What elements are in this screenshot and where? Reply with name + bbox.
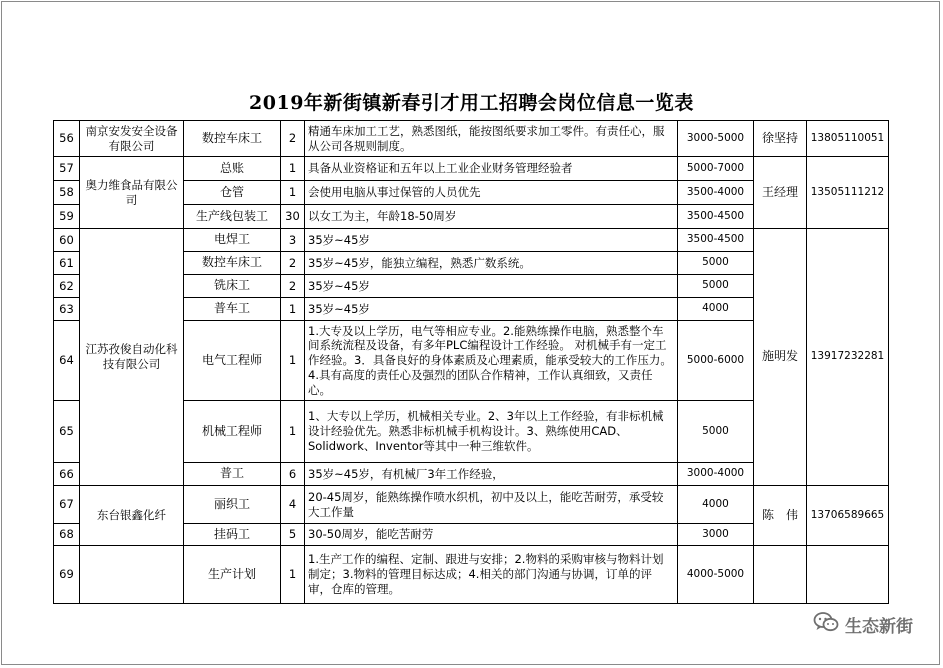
contact-phone: 13805110051 bbox=[807, 121, 889, 157]
row-number: 58 bbox=[54, 181, 80, 205]
row-number: 62 bbox=[54, 275, 80, 298]
position-name: 普车工 bbox=[184, 298, 281, 321]
headcount: 2 bbox=[281, 121, 305, 157]
position-name: 生产计划 bbox=[184, 546, 281, 604]
requirements: 35岁~45岁 bbox=[305, 298, 678, 321]
contact-phone bbox=[807, 546, 889, 604]
row-number: 56 bbox=[54, 121, 80, 157]
requirements: 1、大专以上学历，机械相关专业。2、3年以上工作经验，有非标机械设计经验优先。熟悉非标机械手机构设计。3、熟练使用CAD、Solidwork、Inventor等其中一种三维软件。 bbox=[305, 401, 678, 463]
salary: 5000 bbox=[678, 401, 754, 463]
row-number: 66 bbox=[54, 463, 80, 486]
headcount: 1 bbox=[281, 298, 305, 321]
row-number: 57 bbox=[54, 157, 80, 181]
headcount: 6 bbox=[281, 463, 305, 486]
headcount: 1 bbox=[281, 546, 305, 604]
contact-phone: 13505111212 bbox=[807, 157, 889, 229]
watermark-text: 生态新街 bbox=[845, 617, 913, 637]
requirements: 具备从业资格证和五年以上工业企业财务管理经验者 bbox=[305, 157, 678, 181]
account-watermark bbox=[813, 611, 913, 638]
headcount: 2 bbox=[281, 275, 305, 298]
requirements: 以女工为主，年龄18-50周岁 bbox=[305, 205, 678, 229]
contact-phone: 13917232281 bbox=[807, 229, 889, 486]
salary: 5000-7000 bbox=[678, 157, 754, 181]
job-table bbox=[53, 120, 889, 604]
table-row bbox=[54, 121, 889, 157]
salary: 5000-6000 bbox=[678, 321, 754, 401]
position-name: 数控车床工 bbox=[184, 121, 281, 157]
position-name: 电焊工 bbox=[184, 229, 281, 252]
salary: 3500-4500 bbox=[678, 229, 754, 252]
salary: 4000-5000 bbox=[678, 546, 754, 604]
row-number: 59 bbox=[54, 205, 80, 229]
requirements: 会使用电脑从事过保管的人员优先 bbox=[305, 181, 678, 205]
requirements: 精通车床加工工艺，熟悉图纸，能按图纸要求加工零件。有责任心，服从公司各规则制度。 bbox=[305, 121, 678, 157]
requirements: 30-50周岁，能吃苦耐劳 bbox=[305, 524, 678, 546]
salary: 5000 bbox=[678, 252, 754, 275]
salary: 3000 bbox=[678, 524, 754, 546]
position-name: 丽织工 bbox=[184, 486, 281, 524]
row-number: 61 bbox=[54, 252, 80, 275]
salary: 5000 bbox=[678, 275, 754, 298]
contact-person: 徐坚持 bbox=[754, 121, 807, 157]
contact-person bbox=[754, 546, 807, 604]
headcount: 4 bbox=[281, 486, 305, 524]
position-name: 电气工程师 bbox=[184, 321, 281, 401]
row-number: 63 bbox=[54, 298, 80, 321]
salary: 4000 bbox=[678, 486, 754, 524]
requirements: 1.大专及以上学历，电气等相应专业。2.能熟练操作电脑，熟悉整个车间系统流程及设备，有多年PLC编程设计工作经验。 对机械手有一定工作经验。3．具备良好的身体素质及心理素质，能承受较大的工作压力。4.具有高度的责任心及强烈的团队合作精神，工作认真细致，又责任心。 bbox=[305, 321, 678, 401]
contact-person: 王经理 bbox=[754, 157, 807, 229]
salary: 3500-4500 bbox=[678, 205, 754, 229]
salary: 4000 bbox=[678, 298, 754, 321]
position-name: 机械工程师 bbox=[184, 401, 281, 463]
page-title: 2019年新街镇新春引才用工招聘会岗位信息一览表 bbox=[249, 92, 694, 114]
company-name: 江苏孜俊自动化科技有限公司 bbox=[80, 229, 184, 486]
position-name: 仓管 bbox=[184, 181, 281, 205]
position-name: 铣床工 bbox=[184, 275, 281, 298]
position-name: 普工 bbox=[184, 463, 281, 486]
headcount: 1 bbox=[281, 181, 305, 205]
salary: 3500-4000 bbox=[678, 181, 754, 205]
headcount: 3 bbox=[281, 229, 305, 252]
requirements: 35岁~45岁 bbox=[305, 275, 678, 298]
company-name: 东台银鑫化纤 bbox=[80, 486, 184, 546]
position-name: 挂码工 bbox=[184, 524, 281, 546]
company-name bbox=[80, 546, 184, 604]
contact-person: 陈 伟 bbox=[754, 486, 807, 546]
wechat-icon bbox=[813, 611, 839, 638]
table-row bbox=[54, 229, 889, 252]
position-name: 生产线包装工 bbox=[184, 205, 281, 229]
table-row bbox=[54, 546, 889, 604]
headcount: 1 bbox=[281, 157, 305, 181]
row-number: 68 bbox=[54, 524, 80, 546]
headcount: 1 bbox=[281, 321, 305, 401]
salary: 3000-4000 bbox=[678, 463, 754, 486]
requirements: 35岁~45岁 bbox=[305, 229, 678, 252]
table-row bbox=[54, 486, 889, 524]
row-number: 69 bbox=[54, 546, 80, 604]
requirements: 1.生产工作的编程、定制、跟进与安排；2.物料的采购审核与物料计划制定；3.物料的管理目标达成；4.相关的部门沟通与协调，订单的评审，仓库的管理。 bbox=[305, 546, 678, 604]
headcount: 5 bbox=[281, 524, 305, 546]
salary: 3000-5000 bbox=[678, 121, 754, 157]
row-number: 65 bbox=[54, 401, 80, 463]
requirements: 35岁~45岁，能独立编程，熟悉广数系统。 bbox=[305, 252, 678, 275]
headcount: 1 bbox=[281, 401, 305, 463]
contact-phone: 13706589665 bbox=[807, 486, 889, 546]
company-name: 南京安发安全设备有限公司 bbox=[80, 121, 184, 157]
requirements: 35岁~45岁，有机械厂3年工作经验， bbox=[305, 463, 678, 486]
row-number: 64 bbox=[54, 321, 80, 401]
company-name: 奥力维食品有限公司 bbox=[80, 157, 184, 229]
headcount: 2 bbox=[281, 252, 305, 275]
row-number: 60 bbox=[54, 229, 80, 252]
contact-person: 施明发 bbox=[754, 229, 807, 486]
requirements: 20-45周岁，能熟练操作喷水织机，初中及以上，能吃苦耐劳，承受较大工作量 bbox=[305, 486, 678, 524]
position-name: 总账 bbox=[184, 157, 281, 181]
table-row bbox=[54, 157, 889, 181]
position-name: 数控车床工 bbox=[184, 252, 281, 275]
headcount: 30 bbox=[281, 205, 305, 229]
row-number: 67 bbox=[54, 486, 80, 524]
